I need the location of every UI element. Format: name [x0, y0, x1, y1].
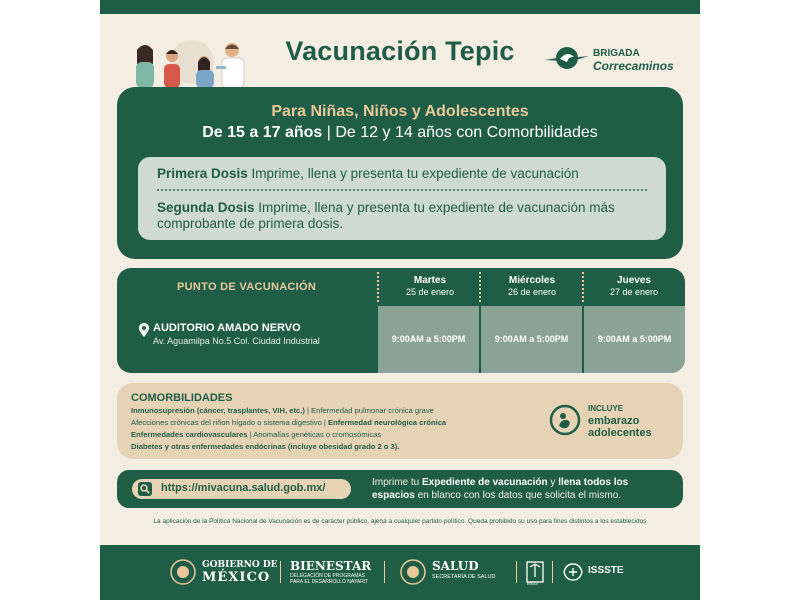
audience-card [117, 87, 683, 259]
brand-line1: BRIGADA [593, 48, 640, 59]
comorbidity-bold: Diabetes y otras enfermedades endócrinas (incluye obesidad grado 2 o 3). [131, 442, 400, 451]
link-text: en blanco con los datos que solicita el mismo. [414, 490, 622, 501]
day-header-2 [481, 275, 583, 297]
comorbidity-text: | Anomalías genéticas o cromosómicas [247, 430, 382, 439]
day-date: 25 de enero [405, 287, 455, 297]
comorbidity-text: | Enfermedad pulmonar crónica grave [304, 406, 434, 415]
gobierno-line1: GOBIERNO DE [202, 560, 278, 570]
comorbidity-line [131, 405, 531, 417]
comorbidities-title: COMORBILIDADES [131, 392, 233, 404]
audience-ages [117, 124, 683, 142]
first-dose-label: Primera Dosis [157, 166, 248, 181]
location-pin-icon [139, 323, 149, 337]
poster [100, 0, 700, 600]
day-date: 27 de enero [609, 287, 659, 297]
day-header-3 [583, 275, 685, 297]
bienestar-name: BIENESTAR [290, 559, 372, 573]
comorbidities-card [117, 383, 683, 459]
age-range-extra: | De 12 y 14 años con Comorbilidades [322, 124, 598, 141]
salud-sub: SECRETARÍA DE SALUD [432, 574, 496, 580]
footer-divider [552, 561, 553, 583]
first-dose-text: Imprime, llena y presenta tu expediente de vacunación [247, 166, 579, 181]
page-title: Vacunación Tepic [285, 36, 515, 66]
salud-seal-icon [400, 559, 426, 585]
day-name: Miércoles [508, 275, 556, 286]
footer-divider [280, 561, 281, 583]
first-dose [157, 166, 579, 182]
includes-label: INCLUYE [588, 404, 624, 413]
pregnancy-icon [549, 404, 581, 436]
time-slot-3 [584, 306, 685, 373]
link-bold: llena todos los espacios [372, 477, 629, 501]
legal-disclaimer: La aplicación de la Política Nacional de Vacunación es de carácter público, ajena a cualquier partido político. Queda prohibido su uso para fines distintos a los establecidos [153, 518, 647, 525]
comorbidity-bold: Enfermedad neurológica crónica [328, 418, 447, 427]
day-date: 26 de enero [507, 287, 557, 297]
bienestar-sub2: PARA EL DESARROLLO NAYARIT [290, 579, 369, 585]
search-icon [138, 482, 152, 496]
link-card [117, 470, 683, 508]
link-text: y [547, 477, 559, 488]
time-slot-2 [481, 306, 582, 373]
vaccine-url-link[interactable]: https://mivacuna.salud.gob.mx/ [161, 482, 326, 494]
time-slot-text: 9:00AM a 5:00PM [391, 334, 466, 344]
salud-name: SALUD [432, 559, 479, 573]
gobierno-line2: MÉXICO [202, 570, 271, 585]
pregnancy-included [588, 403, 683, 439]
audience-subtitle: Para Niñas, Niños y Adolescentes [271, 103, 529, 120]
time-slot-text: 9:00AM a 5:00PM [597, 334, 672, 344]
comorbidity-line [131, 441, 531, 453]
brigada-logo [545, 42, 685, 76]
issste-logo-icon [562, 562, 584, 582]
second-dose-text: Imprime, llena y presenta tu expediente de vacunación más comprobante de primera dosis. [157, 200, 615, 231]
imss-logo-icon [526, 561, 544, 583]
day-name: Jueves [617, 275, 651, 286]
roadrunner-icon [545, 44, 589, 72]
footer-divider [384, 561, 385, 583]
brand-line2: Correcaminos [593, 59, 674, 73]
comorbidity-text: Afecciones crónicas del riñon hígado o sistema digestivo | [131, 418, 328, 427]
includes-value: embarazo adolecentes [588, 415, 652, 439]
schedule-table [117, 268, 685, 373]
schedule-header [117, 268, 685, 306]
day-name: Martes [413, 275, 447, 286]
mexico-seal-icon [170, 559, 196, 585]
comorbidity-line [131, 429, 531, 441]
comorbidity-bold: Enfermedades cardiovasculares [131, 430, 248, 439]
comorbidity-bold: Inmunosupresión (cáncer, trasplantes, VIH, etc.) [131, 406, 305, 415]
link-bold: Expediente de vacunación [422, 477, 548, 488]
second-dose-label: Segunda Dosis [157, 200, 255, 215]
bienestar-sub1: DELEGACIÓN DE PROGRAMAS [290, 573, 366, 579]
location-column-header: PUNTO DE VACUNACIÓN [177, 281, 317, 293]
link-text: Imprime tu [372, 477, 423, 488]
second-dose [157, 200, 657, 232]
dose-divider [157, 189, 647, 191]
comorbidity-line [131, 417, 531, 429]
time-slot-text: 9:00AM a 5:00PM [494, 334, 569, 344]
link-instructions [372, 476, 667, 502]
url-pill[interactable] [132, 479, 351, 499]
imss-name: IMSS [527, 581, 539, 586]
schedule-row [117, 306, 685, 373]
age-range-main: De 15 a 17 años [202, 124, 323, 141]
footer-logos [100, 545, 700, 600]
issste-name: ISSSTE [588, 565, 624, 576]
top-bar [100, 0, 700, 14]
vaccination-illustration [130, 40, 255, 90]
doses-box [138, 157, 666, 240]
comorbidities-list [131, 405, 531, 453]
day-header-1 [379, 275, 481, 297]
site-address: Av. Aguamilpa No.5 Col. Ciudad Industrial [153, 336, 320, 346]
time-slot-1 [378, 306, 479, 373]
site-name: AUDITORIO AMADO NERVO [153, 322, 301, 334]
footer-divider [516, 561, 517, 583]
